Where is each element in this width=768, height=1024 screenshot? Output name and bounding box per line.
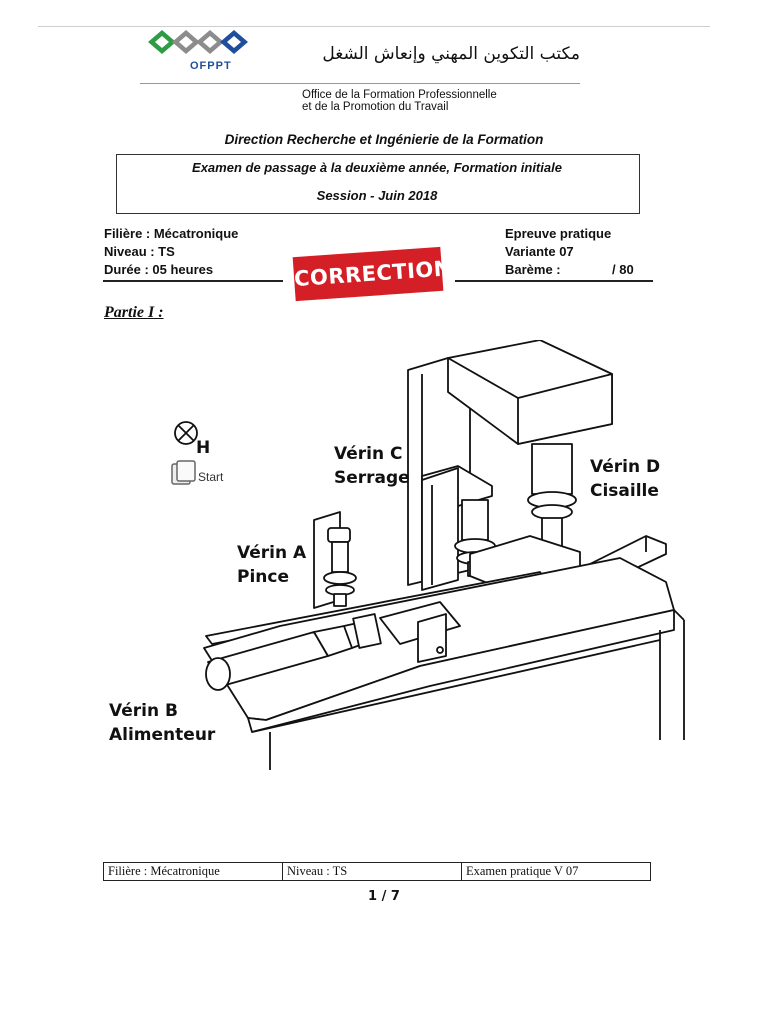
verin-b-label bbox=[109, 699, 215, 747]
start-label: Start bbox=[198, 470, 224, 484]
verin-c-name: Vérin C bbox=[334, 444, 403, 464]
top-divider bbox=[38, 26, 710, 27]
verin-c-role: Serrage bbox=[334, 468, 410, 488]
verin-c-label bbox=[334, 442, 410, 490]
office-name bbox=[302, 89, 497, 113]
partie-heading: Partie I : bbox=[104, 304, 164, 321]
page-number: 1 / 7 bbox=[368, 889, 400, 904]
verin-d-name: Vérin D bbox=[590, 457, 661, 477]
info-bareme-value: / 80 bbox=[612, 262, 634, 277]
office-line-1: Office de la Formation Professionnelle bbox=[302, 89, 497, 101]
info-duree: Durée : 05 heures bbox=[104, 262, 214, 277]
info-rule-left bbox=[103, 280, 283, 282]
verin-a-name: Vérin A bbox=[237, 543, 307, 563]
verin-a-label bbox=[237, 541, 306, 589]
verin-b-role: Alimenteur bbox=[109, 725, 216, 745]
footer-row bbox=[104, 863, 651, 881]
lamp-label: H bbox=[196, 438, 211, 458]
info-rule-right bbox=[455, 280, 653, 282]
info-niveau: Niveau : TS bbox=[104, 244, 175, 259]
lamp-icon bbox=[175, 422, 197, 444]
start-button-icon bbox=[172, 461, 195, 484]
direction-title: Direction Recherche et Ingénierie de la Formation bbox=[224, 132, 544, 147]
verin-a-bracket bbox=[314, 512, 356, 608]
office-line-2: et de la Promotion du Travail bbox=[302, 101, 449, 113]
footer-filiere: Filière : Mécatronique bbox=[104, 863, 283, 881]
arabic-title: مكتب التكوين المهني وإنعاش الشغل bbox=[322, 44, 580, 64]
footer-table bbox=[103, 862, 651, 881]
logo-text: OFPPT bbox=[190, 60, 232, 72]
info-bareme-label: Barème : bbox=[505, 262, 561, 277]
header-rule bbox=[140, 83, 580, 84]
info-epreuve: Epreuve pratique bbox=[505, 226, 612, 241]
footer-niveau: Niveau : TS bbox=[283, 863, 462, 881]
ofppt-logo bbox=[144, 26, 256, 60]
info-variante: Variante 07 bbox=[505, 244, 574, 259]
verin-a-role: Pince bbox=[237, 567, 289, 587]
correction-stamp: CORRECTION bbox=[293, 247, 444, 301]
exam-session: Session - Juin 2018 bbox=[316, 188, 438, 203]
verin-d-role: Cisaille bbox=[590, 481, 659, 501]
exam-title: Examen de passage à la deuxième année, Formation initiale bbox=[192, 160, 562, 175]
verin-d-label bbox=[590, 455, 660, 503]
footer-examen: Examen pratique V 07 bbox=[462, 863, 651, 881]
verin-b-name: Vérin B bbox=[109, 701, 178, 721]
info-filiere: Filière : Mécatronique bbox=[104, 226, 239, 241]
